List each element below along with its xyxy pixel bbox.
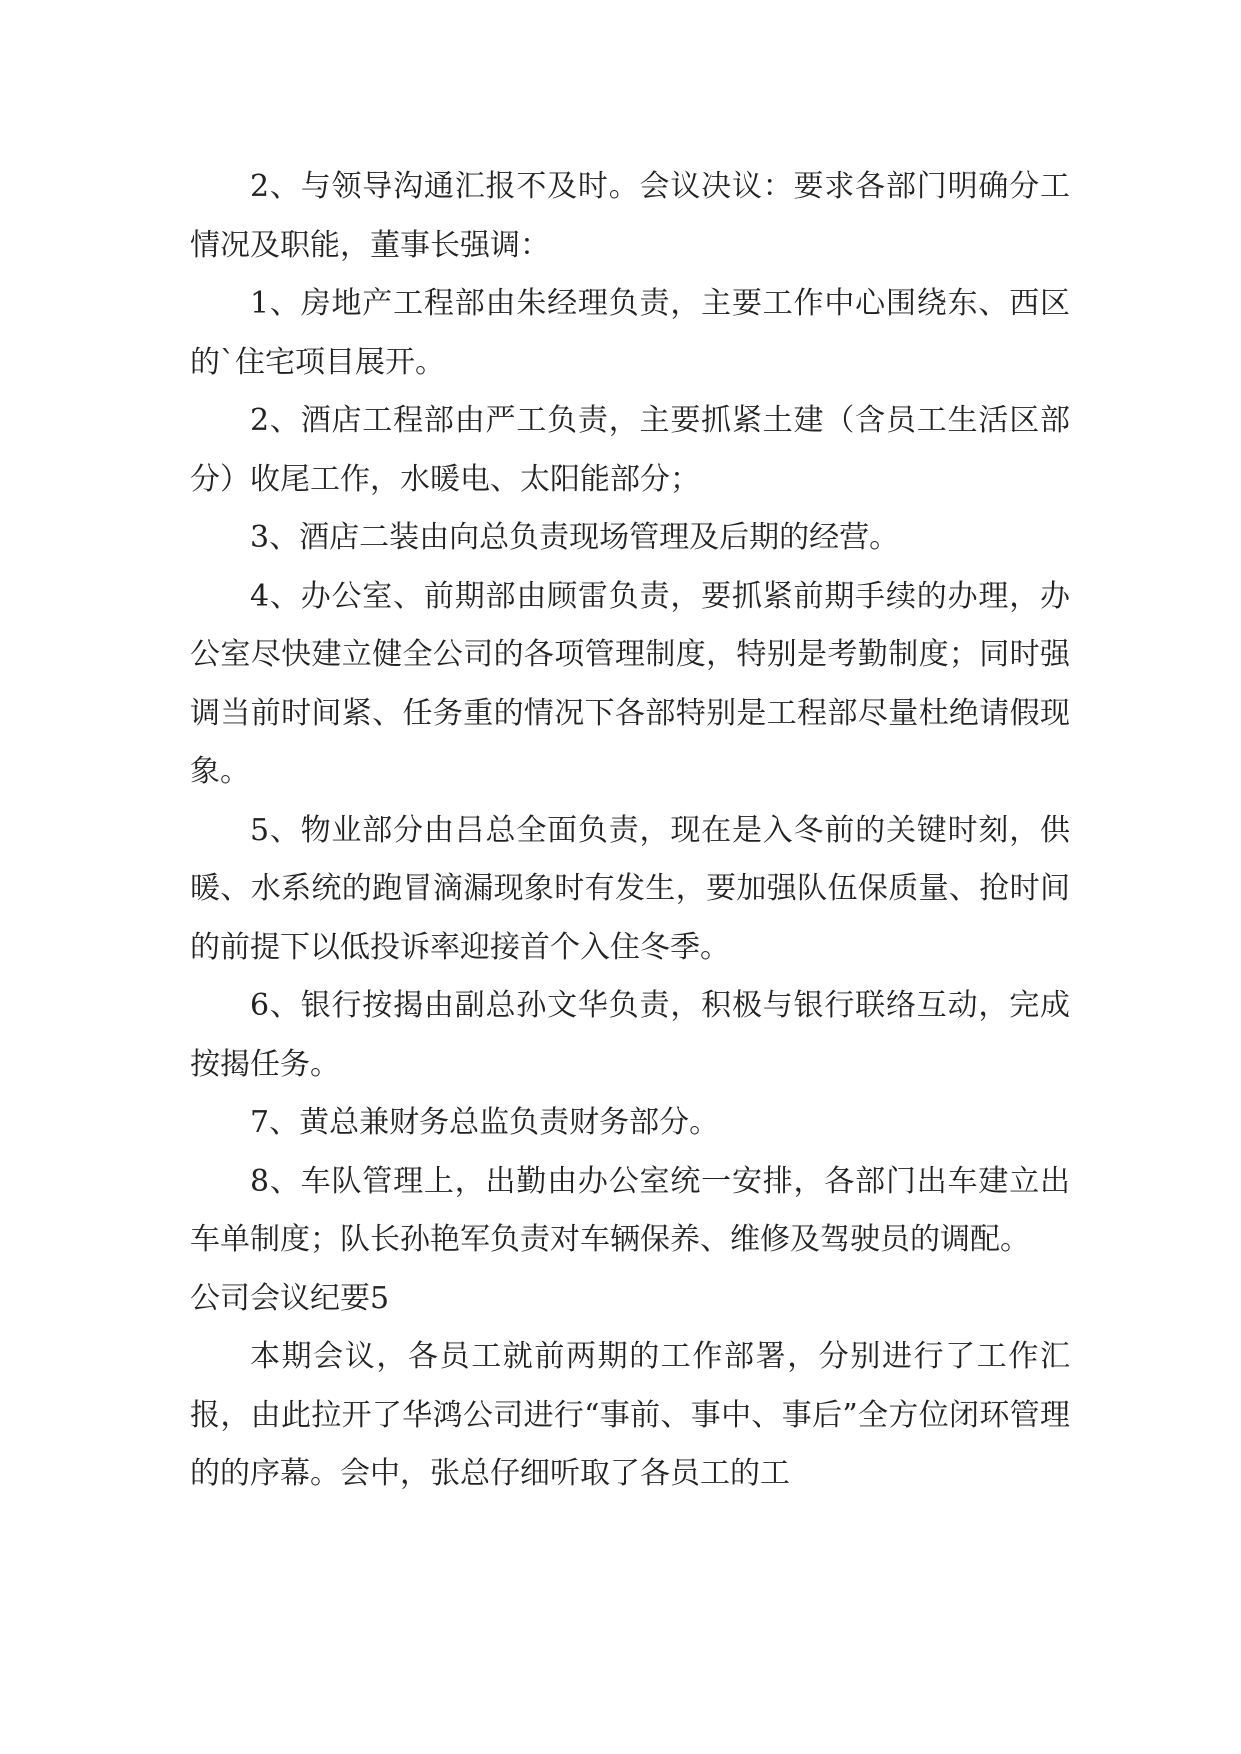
section-heading: 公司会议纪要5 [190, 1280, 390, 1316]
paragraph-finance: 7、黄总兼财务总监负责财务部分。 [250, 1105, 720, 1140]
paragraph-bank-mortgage: 6、银行按揭由副总孙文华负责，积极与银行联络互动，完成按揭任务。 [190, 988, 1070, 1082]
paragraph-meeting-summary: 本期会议，各员工就前两期的工作部署，分别进行了工作汇报，由此拉开了华鸿公司进行“事前、事中、事后”全方位闭环管理的的序幕。会中，张总仔细听取了各员工的工 [190, 1339, 1070, 1491]
paragraph-communication-issue: 2、与领导沟通汇报不及时。会议决议：要求各部门明确分工情况及职能，董事长强调： [190, 169, 1070, 263]
paragraph-real-estate-dept: 1、房地产工程部由朱经理负责，主要工作中心围绕东、西区的`住宅项目展开。 [190, 286, 1070, 380]
paragraph-fleet-management: 8、车队管理上，出勤由办公室统一安排，各部门出车建立出车单制度；队长孙艳军负责对车辆保养、维修及驾驶员的调配。 [190, 1163, 1070, 1257]
document-body [190, 158, 1070, 1504]
paragraph-property-dept: 5、物业部分由吕总全面负责，现在是入冬前的关键时刻，供暖、水系统的跑冒滴漏现象时有发生，要加强队伍保质量、抢时间的前提下以低投诉率迎接首个入住冬季。 [190, 812, 1070, 965]
paragraph-hotel-engineering: 2、酒店工程部由严工负责，主要抓紧土建（含员工生活区部分）收尾工作，水暖电、太阳能部分； [190, 403, 1070, 497]
paragraph-office-dept: 4、办公室、前期部由顾雷负责，要抓紧前期手续的办理，办公室尽快建立健全公司的各项管理制度，特别是考勤制度；同时强调当前时间紧、任务重的情况下各部特别是工程部尽量杜绝请假现象。 [190, 578, 1070, 789]
paragraph-hotel-decoration: 3、酒店二装由向总负责现场管理及后期的经营。 [250, 520, 900, 555]
